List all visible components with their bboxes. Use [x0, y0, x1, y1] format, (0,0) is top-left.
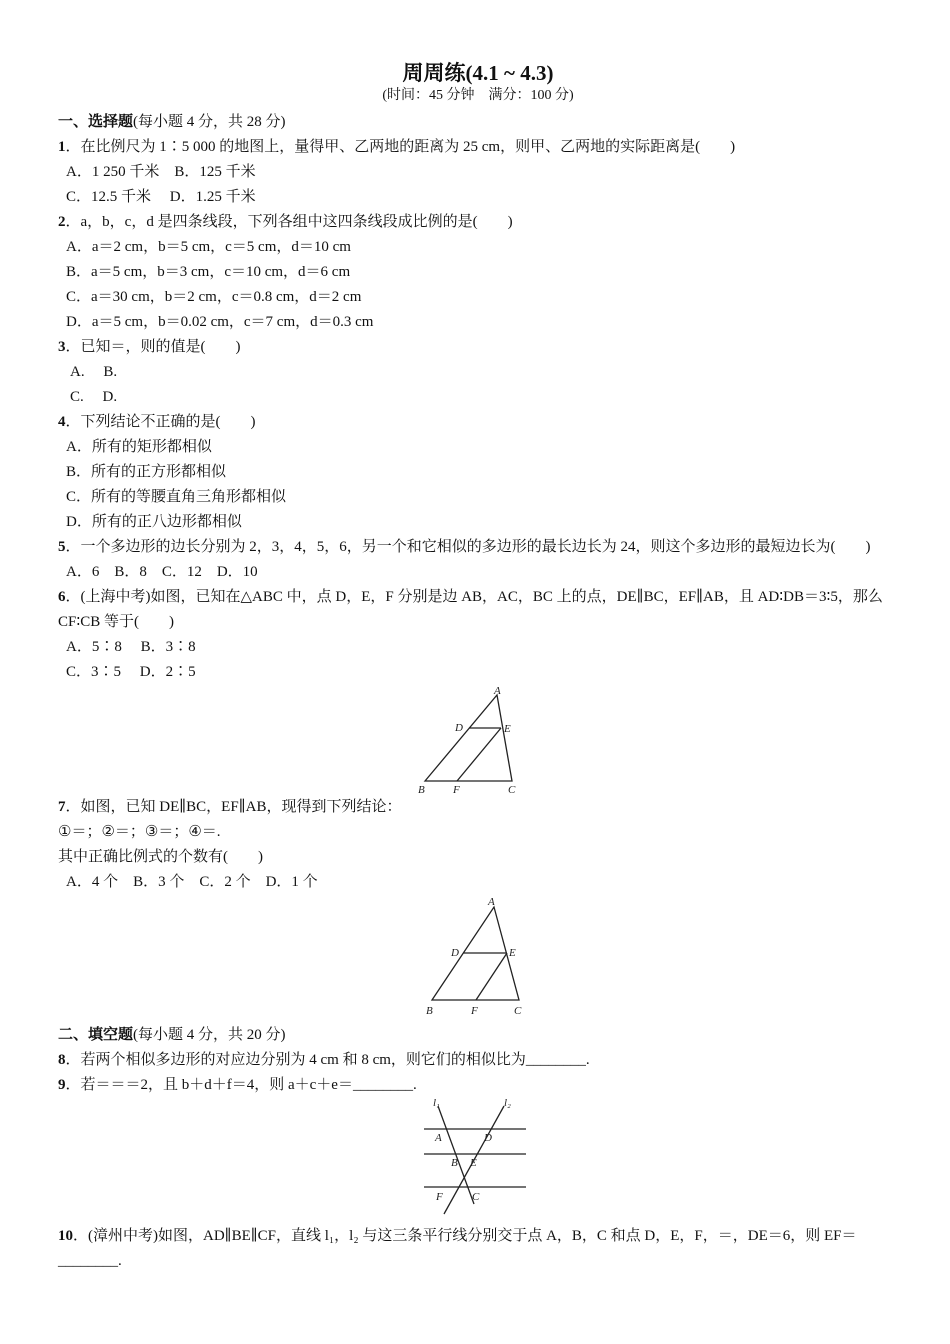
- section-fill-points: (每小题 4 分，共 20 分): [133, 1027, 286, 1043]
- question-number: 3: [58, 339, 66, 355]
- q1-options-row1: A．1 250 千米 B．125 千米: [66, 164, 256, 180]
- worksheet: [58, 58, 898, 1274]
- question-5: [58, 535, 898, 560]
- section-fill-heading: [58, 1023, 898, 1048]
- q1-options-row2: C．12.5 千米 D．1.25 千米: [66, 189, 256, 205]
- q7-options: A．4 个 B．3 个 C．2 个 D．1 个: [66, 874, 318, 890]
- question-text: ．一个多边形的边长分别为 2，3，4，5，6，另一个和它相似的多边形的最长边长为 24，则这个多边形的最短边长为( ): [65, 539, 871, 555]
- q3-options-row2: C. D.: [70, 389, 118, 405]
- q3-options-row1: A. B.: [70, 364, 118, 380]
- question-8: [58, 1048, 898, 1073]
- question-9: [58, 1073, 898, 1098]
- label-e: E: [470, 1157, 477, 1169]
- label-e: E: [504, 723, 511, 735]
- label-a: A: [494, 685, 501, 697]
- line-l1: [438, 1106, 474, 1204]
- segment-ef: [476, 953, 507, 1000]
- q9-figure-area: [58, 1098, 898, 1224]
- question-number: 5: [58, 539, 66, 555]
- q7-ask: 其中正确比例式的个数有( ): [58, 849, 263, 865]
- q6-options-row2: C．3∶5 D．2∶5: [66, 664, 196, 680]
- q2-option-d: D．a＝5 cm，b＝0.02 cm，c＝7 cm，d＝0.3 cm: [66, 314, 374, 330]
- q2-option-c: C．a＝30 cm，b＝2 cm，c＝0.8 cm，d＝2 cm: [66, 289, 362, 305]
- label-b: B: [451, 1157, 458, 1169]
- question-text: ．(上海中考)如图，已知在△ABC 中，点 D，E，F 分别是边 AB，AC，BC 上的点，DE∥BC，EF∥AB，且 AD∶DB＝3∶5，那么 CF∶CB 等于( ): [58, 589, 883, 630]
- q7-conclusions: ①＝；②＝；③＝；④＝.: [58, 824, 221, 840]
- label-a: A: [435, 1132, 442, 1144]
- question-text: ．下列结论不正确的是( ): [65, 414, 256, 430]
- label-e: E: [509, 947, 516, 959]
- label-f: F: [471, 1005, 478, 1017]
- question-number: 10: [58, 1228, 73, 1244]
- section-choice-points: (每小题 4 分，共 28 分): [133, 114, 286, 130]
- q7-triangle-figure: [418, 897, 558, 1025]
- question-7: [58, 795, 898, 820]
- question-text: ．在比例尺为 1∶5 000 的地图上，量得甲、乙两地的距离为 25 cm，则甲、乙两地的实际距离是( ): [65, 139, 736, 155]
- section-fill-title: 二、填空题: [58, 1027, 134, 1043]
- label-l2: l₂: [504, 1098, 511, 1109]
- page-subtitle: (时间：45 分钟 满分：100 分): [382, 88, 574, 103]
- question-text: ．如图，已知 DE∥BC，EF∥AB，现得到下列结论：: [65, 799, 402, 815]
- question-2: [58, 210, 898, 235]
- question-number: 6: [58, 589, 66, 605]
- label-b: B: [426, 1005, 433, 1017]
- question-text: ．a，b，c，d 是四条线段，下列各组中这四条线段成比例的是( ): [65, 214, 513, 230]
- label-d: D: [455, 722, 463, 734]
- q6-figure-area: [58, 685, 898, 795]
- parallel-lines-figure: [418, 1098, 548, 1224]
- question-text: ．若两个相似多边形的对应边分别为 4 cm 和 8 cm，则它们的相似比为________.: [65, 1052, 590, 1068]
- question-1: [58, 135, 898, 160]
- q6-options-row1: A．5∶8 B．3∶8: [66, 639, 196, 655]
- label-c: C: [514, 1005, 522, 1017]
- question-3: [58, 335, 898, 360]
- section-choice-heading: [58, 110, 898, 135]
- label-d: D: [484, 1132, 492, 1144]
- q4-option-c: C．所有的等腰直角三角形都相似: [66, 489, 287, 505]
- label-b: B: [418, 784, 425, 795]
- question-text: ．已知＝，则的值是( ): [65, 339, 241, 355]
- q4-option-d: D．所有的正八边形都相似: [66, 514, 242, 530]
- question-10: [58, 1224, 898, 1274]
- label-l1: l₁: [433, 1098, 440, 1109]
- question-number: 7: [58, 799, 66, 815]
- section-choice-title: 一、选择题: [58, 114, 134, 130]
- label-f: F: [436, 1191, 443, 1203]
- label-f: F: [453, 784, 460, 795]
- question-number: 4: [58, 414, 66, 430]
- label-a: A: [488, 897, 495, 908]
- q2-option-a: A．a＝2 cm，b＝5 cm，c＝5 cm，d＝10 cm: [66, 239, 351, 255]
- question-number: 8: [58, 1052, 66, 1068]
- question-number: 2: [58, 214, 66, 230]
- question-4: [58, 410, 898, 435]
- q4-option-a: A．所有的矩形都相似: [66, 439, 212, 455]
- q6-triangle-figure: [408, 685, 548, 795]
- segment-ef: [457, 728, 501, 781]
- question-text: ．若＝＝＝2，且 b＋d＋f＝4，则 a＋c＋e＝________.: [65, 1077, 417, 1093]
- page-title: 周周练(4.1 ~ 4.3): [402, 61, 554, 85]
- q7-figure-area: [58, 895, 898, 1023]
- question-6: [58, 585, 898, 635]
- q4-option-b: B．所有的正方形都相似: [66, 464, 227, 480]
- label-c: C: [472, 1191, 480, 1203]
- label-c: C: [508, 784, 516, 795]
- q2-option-b: B．a＝5 cm，b＝3 cm，c＝10 cm，d＝6 cm: [66, 264, 351, 280]
- question-number: 1: [58, 139, 66, 155]
- label-d: D: [451, 947, 459, 959]
- question-number: 9: [58, 1077, 66, 1093]
- q5-options: A．6 B．8 C．12 D．10: [66, 564, 258, 580]
- question-text: ．(漳州中考)如图，AD∥BE∥CF，直线 l₁，l₂ 与这三条平行线分别交于点 A，B，C 和点 D，E，F，＝，DE＝6，则 EF＝________.: [58, 1228, 857, 1269]
